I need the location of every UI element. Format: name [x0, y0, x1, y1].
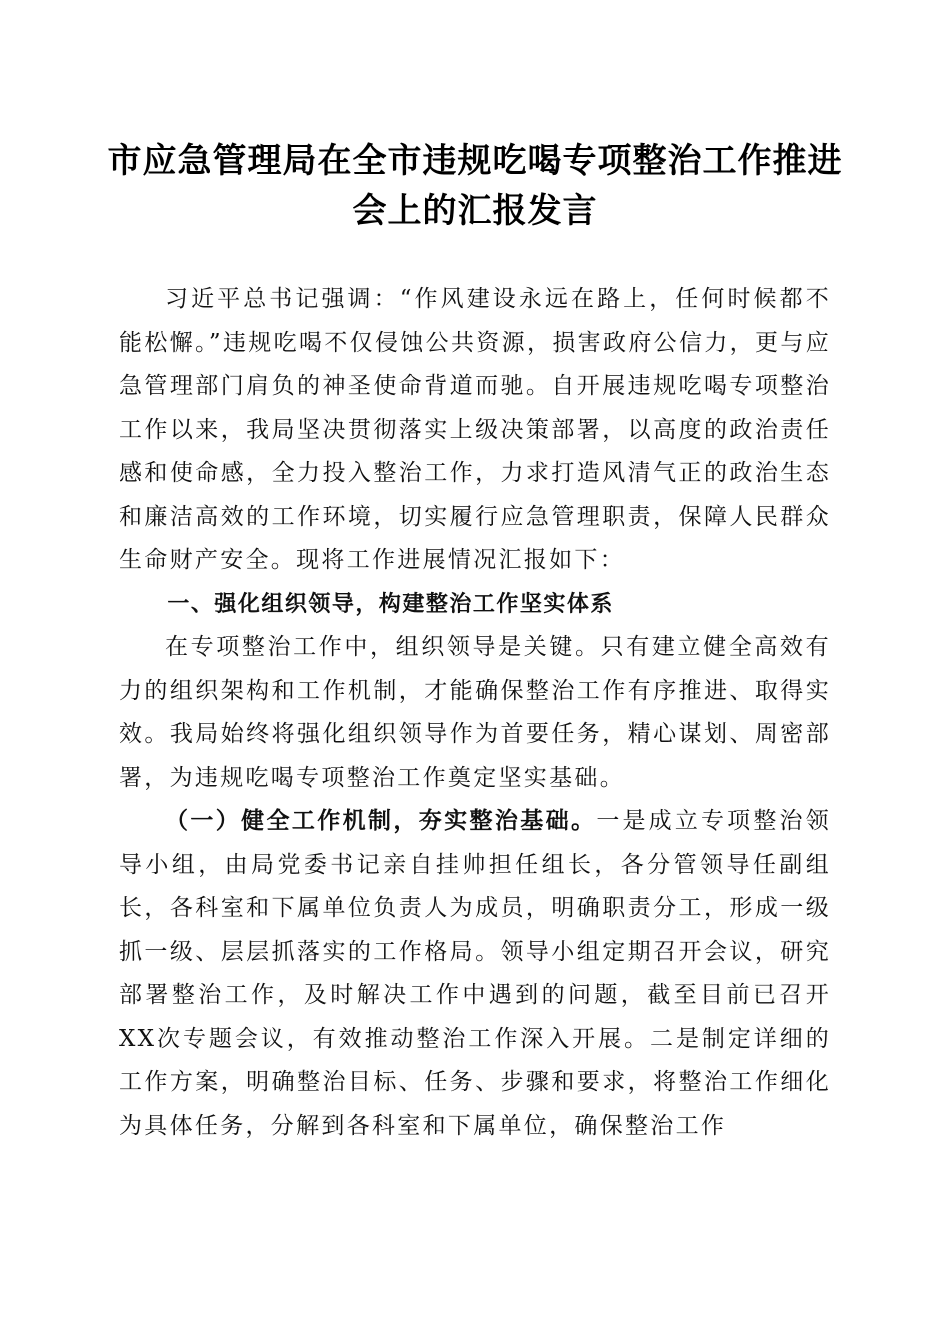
subsection-1-paragraph: [119, 800, 831, 1148]
document-title: 市应急管理局在全市违规吃喝专项整治工作推进会上的汇报发言: [107, 141, 843, 231]
section-1-paragraph: 在专项整治工作中，组织领导是关键。只有建立健全高效有力的组织架构和工作机制，才能确保整治工作有序推进、取得实效。我局始终将强化组织领导作为首要任务，精心谋划、周密部署，为违规吃喝专项整治工作奠定坚实基础。: [119, 634, 831, 791]
intro-paragraph: 习近平总书记强调：“作风建设永远在路上，任何时候都不能松懈。”违规吃喝不仅侵蚀公共资源，损害政府公信力，更与应急管理部门肩负的神圣使命背道而驰。自开展违规吃喝专项整治工作以来，我局坚决贯彻落实上级决策部署，以高度的政治责任感和使命感，全力投入整治工作，力求打造风清气正的政治生态和廉洁高效的工作环境，切实履行应急管理职责，保障人民群众生命财产安全。现将工作进展情况汇报如下：: [119, 286, 831, 573]
document-body: [119, 278, 831, 1148]
subsection-1-text: 一是成立专项整治领导小组，由局党委书记亲自挂帅担任组长，各分管领导任副组长，各科室和下属单位负责人为成员，明确职责分工，形成一级抓一级、层层抓落实的工作格局。领导小组定期召开会议，研究部署整治工作，及时解决工作中遇到的问题，截至目前已召开XX次专题会议，有效推动整治工作深入开展。二是制定详细的工作方案，明确整治目标、任务、步骤和要求，将整治工作细化为具体任务，分解到各科室和下属单位，确保整治工作: [119, 808, 832, 1139]
section-1-heading: 一、强化组织领导，构建整治工作坚实体系: [167, 591, 614, 617]
subsection-1-lead: （一）健全工作机制，夯实整治基础。: [165, 808, 597, 834]
